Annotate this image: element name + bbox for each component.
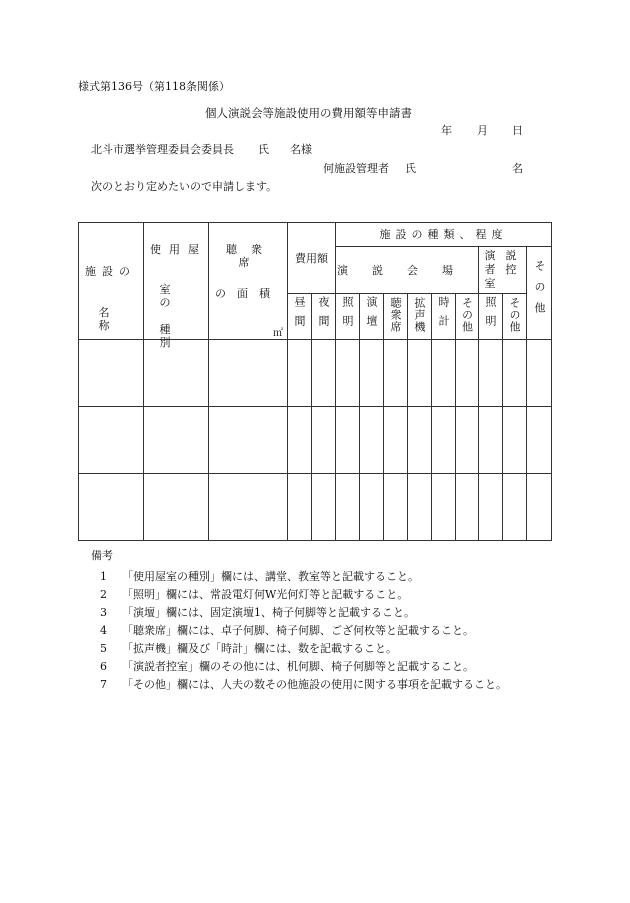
- speaker-other-label: その他: [508, 297, 521, 333]
- intro-text: 次のとおり定めたいので申請します。: [91, 180, 278, 193]
- notes-heading: 備考: [91, 549, 113, 562]
- applicant-title: 何施設管理者: [323, 162, 389, 175]
- input-cell[interactable]: [408, 474, 432, 541]
- table-row: [79, 407, 552, 474]
- room-type-label-1: 使用屋: [150, 243, 207, 256]
- venue-podium-header: [360, 294, 384, 340]
- other-header: [527, 247, 552, 340]
- form-number: 様式第136号（第118条関係）: [78, 80, 230, 93]
- cost-header: 費用額: [288, 223, 336, 294]
- note-number: 5: [100, 642, 107, 655]
- applicant-shi: 氏: [405, 162, 416, 175]
- applicant-mei: 名: [512, 162, 523, 175]
- input-cell[interactable]: [432, 340, 456, 407]
- input-cell[interactable]: [312, 474, 336, 541]
- note-item: [100, 606, 415, 620]
- input-cell[interactable]: [209, 340, 288, 407]
- input-cell[interactable]: [144, 340, 209, 407]
- note-text: 「使用屋室の種別」欄には、講堂、教室等と記載すること。: [122, 570, 419, 583]
- facility-name-label-2: 名称: [98, 306, 130, 332]
- cost-day-header: [288, 294, 312, 340]
- addressee-shi: 氏: [258, 143, 269, 156]
- input-cell[interactable]: [479, 474, 503, 541]
- input-cell[interactable]: [336, 340, 360, 407]
- other-label: その他: [533, 260, 547, 323]
- venue-clock-label: 時計: [437, 296, 450, 334]
- facility-name-label-1: 施設の: [85, 265, 136, 278]
- room-type-label-3: 種別: [159, 323, 199, 349]
- room-type-label-2: 室の: [159, 283, 199, 309]
- note-item: [100, 570, 419, 584]
- input-cell[interactable]: [408, 407, 432, 474]
- form-title: 個人演説会等施設使用の費用額等申請書: [205, 106, 412, 120]
- cost-night-label: 夜間: [317, 296, 330, 334]
- note-number: 2: [100, 588, 107, 601]
- input-cell[interactable]: [288, 407, 312, 474]
- note-item: [100, 588, 408, 602]
- seat-area-label-1: 聴衆席: [226, 243, 276, 269]
- addressee-title: 北斗市選挙管理委員会委員長: [91, 143, 234, 156]
- note-text: 「演説者控室」欄のその他には、机何脚、椅子何脚等と記載すること。: [122, 660, 474, 673]
- input-cell[interactable]: [527, 340, 552, 407]
- input-cell[interactable]: [209, 407, 288, 474]
- input-cell[interactable]: [384, 407, 408, 474]
- venue-speaker-header: [408, 294, 432, 340]
- input-cell[interactable]: [312, 407, 336, 474]
- note-number: 7: [100, 678, 107, 691]
- speaker-room-header: [479, 247, 527, 294]
- note-number: 6: [100, 660, 107, 673]
- input-cell[interactable]: [79, 340, 144, 407]
- cost-night-header: [312, 294, 336, 340]
- date-month-label: 月: [477, 124, 488, 137]
- speaker-other-header: [503, 294, 527, 340]
- input-cell[interactable]: [144, 474, 209, 541]
- cost-day-label: 昼間: [293, 296, 306, 334]
- speaker-room-label: 演説者控室: [484, 249, 521, 290]
- input-cell[interactable]: [360, 340, 384, 407]
- input-cell[interactable]: [384, 340, 408, 407]
- note-item: [100, 678, 507, 692]
- input-cell[interactable]: [503, 407, 527, 474]
- table-row: [79, 340, 552, 407]
- speaker-lighting-header: [479, 294, 503, 340]
- venue-other-label: その他: [460, 297, 474, 333]
- note-text: 「聴衆席」欄には、卓子何脚、椅子何脚、ござ何枚等と記載すること。: [122, 624, 474, 637]
- input-cell[interactable]: [408, 340, 432, 407]
- venue-lighting-header: [336, 294, 360, 340]
- input-cell[interactable]: [479, 340, 503, 407]
- addressee-mei-sama: 名様: [290, 143, 312, 156]
- venue-lighting-label: 照明: [341, 296, 354, 334]
- table-row: [79, 474, 552, 541]
- note-item: [100, 660, 474, 674]
- note-number: 4: [100, 624, 107, 637]
- venue-speaker-label: 拡声機: [413, 297, 426, 333]
- date-year-label: 年: [441, 124, 452, 137]
- venue-podium-label: 演壇: [365, 296, 378, 334]
- seat-area-header: [209, 223, 288, 340]
- note-item: [100, 642, 397, 656]
- input-cell[interactable]: [144, 407, 209, 474]
- note-text: 「演壇」欄には、固定演壇1、椅子何脚等と記載すること。: [122, 606, 415, 619]
- input-cell[interactable]: [503, 474, 527, 541]
- input-cell[interactable]: [79, 474, 144, 541]
- input-cell[interactable]: [432, 474, 456, 541]
- note-text: 「照明」欄には、常設電灯何W光何灯等と記載すること。: [122, 588, 409, 601]
- input-cell[interactable]: [288, 474, 312, 541]
- input-cell[interactable]: [79, 407, 144, 474]
- note-text: 「その他」欄には、人夫の数その他施設の使用に関する事項を記載すること。: [122, 678, 507, 691]
- note-text: 「拡声機」欄及び「時計」欄には、数を記載すること。: [122, 642, 397, 655]
- input-cell[interactable]: [360, 474, 384, 541]
- date-day-label: 日: [512, 124, 523, 137]
- input-cell[interactable]: [456, 340, 479, 407]
- input-cell[interactable]: [527, 407, 552, 474]
- venue-seats-label: 聴衆席: [389, 297, 402, 333]
- venue-header: 演説会場: [336, 247, 479, 294]
- note-number: 1: [100, 570, 107, 583]
- input-cell[interactable]: [527, 474, 552, 541]
- input-cell[interactable]: [288, 340, 312, 407]
- room-type-header: [144, 223, 209, 349]
- speaker-lighting-label: 照明: [484, 296, 497, 334]
- application-table: [78, 222, 552, 541]
- input-cell[interactable]: [456, 407, 479, 474]
- input-cell[interactable]: [456, 474, 479, 541]
- note-number: 3: [100, 606, 107, 619]
- facility-kind-header: 施設の種類、程度: [336, 223, 552, 247]
- input-cell[interactable]: [503, 340, 527, 407]
- input-cell[interactable]: [312, 340, 336, 407]
- note-item: [100, 624, 474, 638]
- input-cell[interactable]: [432, 407, 456, 474]
- input-cell[interactable]: [336, 407, 360, 474]
- input-cell[interactable]: [209, 474, 288, 541]
- facility-name-header: [79, 223, 144, 340]
- venue-clock-header: [432, 294, 456, 340]
- venue-seats-header: [384, 294, 408, 340]
- seat-area-label-2: の面積: [215, 287, 281, 300]
- input-cell[interactable]: [479, 407, 503, 474]
- seat-area-unit: ㎡: [273, 328, 283, 339]
- input-cell[interactable]: [360, 407, 384, 474]
- input-cell[interactable]: [384, 474, 408, 541]
- input-cell[interactable]: [336, 474, 360, 541]
- venue-other-header: [456, 294, 479, 340]
